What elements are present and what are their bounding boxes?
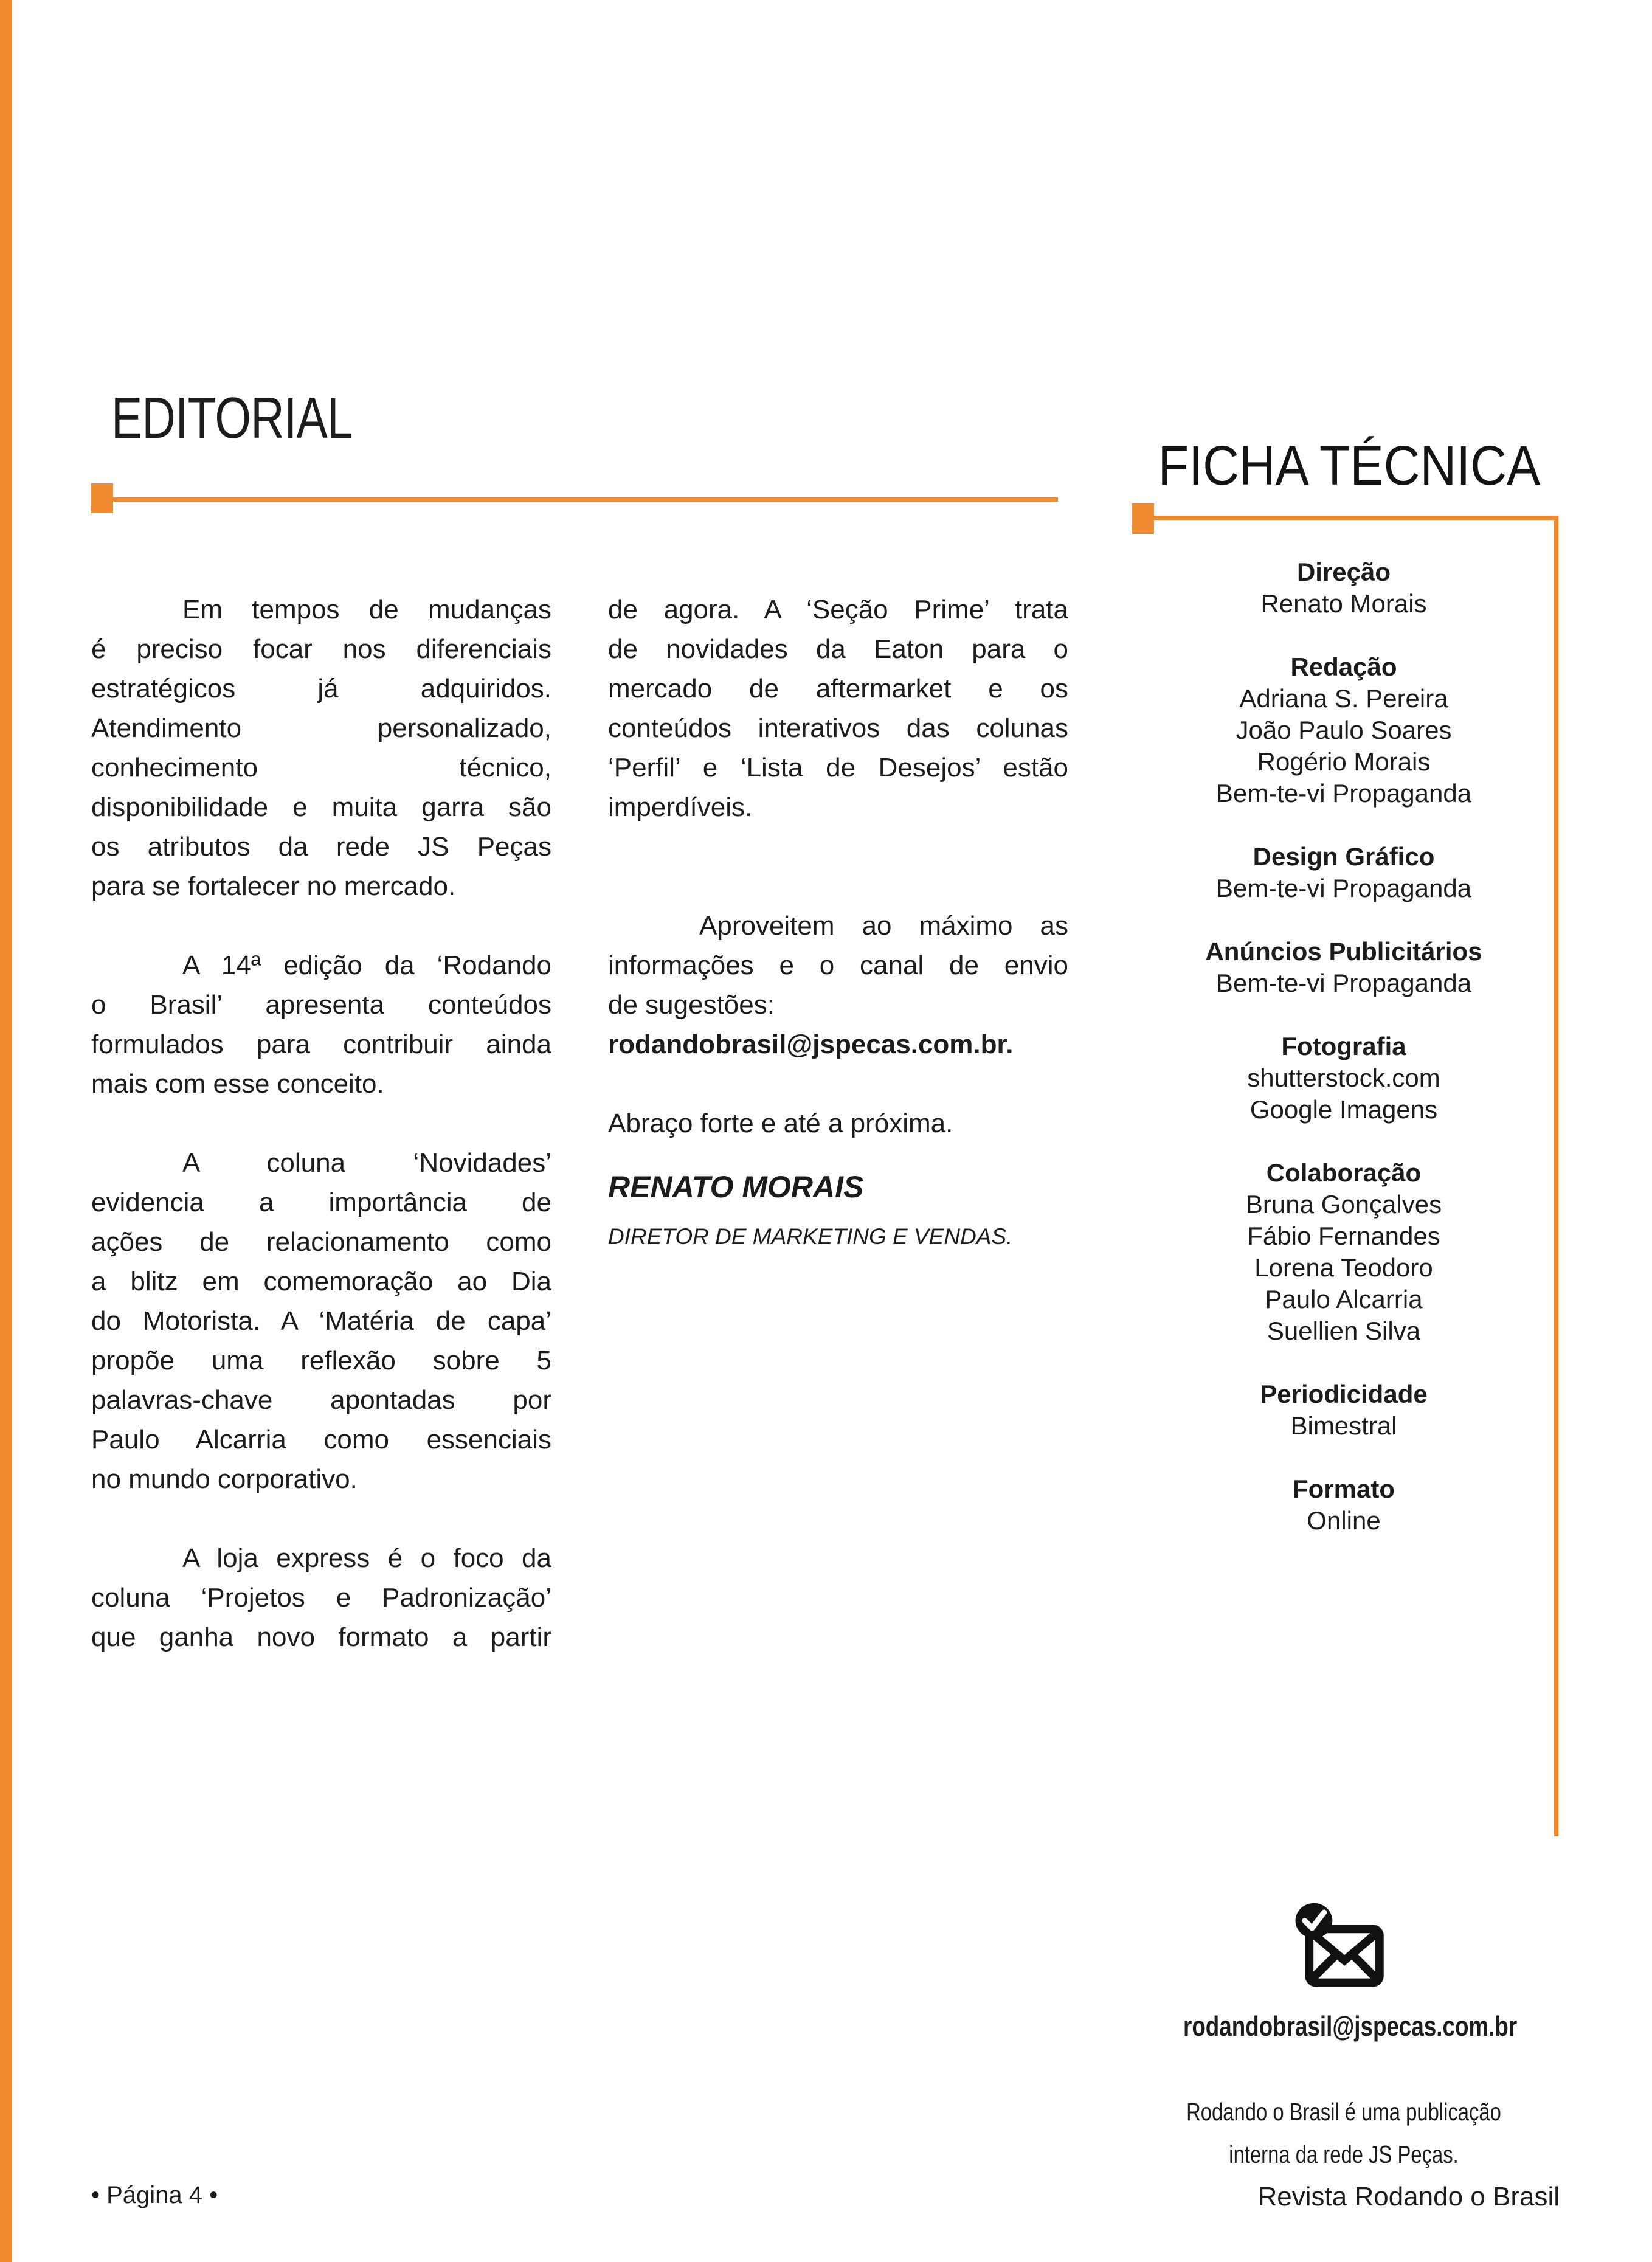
text-line: mercado de aftermarket e os [608, 674, 1068, 704]
ficha-section [1143, 651, 1544, 809]
contact-note-line: interna da rede JS Peças. [1229, 2140, 1459, 2168]
ficha-section-value: Rogério Morais [1257, 747, 1431, 776]
text-line: A 14ª edição da ‘Rodando [182, 950, 551, 980]
text-line: de novidades da Eaton para o [608, 634, 1068, 664]
ficha-section-value: Renato Morais [1260, 589, 1427, 618]
ficha-section [1143, 936, 1544, 999]
text-line: informações e o canal de envio [608, 950, 1068, 980]
ficha-section-heading: Anúncios Publicitários [1205, 937, 1482, 966]
text-line: os atributos da rede JS Peças [91, 832, 551, 862]
text-line: conteúdos interativos das colunas [608, 713, 1068, 743]
text-line: para se fortalecer no mercado. [91, 871, 456, 901]
paragraph [91, 590, 551, 906]
text-line: estratégicos já adquiridos. [91, 674, 551, 704]
text-line: palavras-chave apontadas por [91, 1385, 551, 1415]
ficha-section-heading: Direção [1296, 558, 1391, 586]
ficha-section-value: Fábio Fernandes [1247, 1222, 1440, 1250]
ficha-underline-square [1132, 503, 1154, 534]
contact-email[interactable]: rodandobrasil@jspecas.com.br [1183, 2010, 1518, 2042]
paragraph [91, 1143, 551, 1499]
ficha-section [1143, 1473, 1544, 1537]
envelope-check-icon [1293, 1902, 1385, 1992]
paragraph [608, 906, 1068, 1064]
ficha-section-value: João Paulo Soares [1236, 716, 1452, 744]
text-line: Paulo Alcarria como essenciais [91, 1425, 551, 1454]
ficha-tecnica-title: FICHA TÉCNICA [1158, 435, 1541, 497]
paragraph [608, 1104, 1068, 1143]
text-line: o Brasil’ apresenta conteúdos [91, 990, 551, 1020]
ficha-section-heading: Design Gráfico [1253, 842, 1435, 871]
text-line: imperdíveis. [608, 792, 753, 822]
text-line: no mundo corporativo. [91, 1464, 358, 1494]
text-line: de agora. A ‘Seção Prime’ trata [608, 595, 1068, 624]
ficha-section-heading: Formato [1293, 1475, 1395, 1503]
ficha-section-value: Adriana S. Pereira [1239, 684, 1448, 713]
ficha-section-value: Online [1307, 1506, 1381, 1535]
ficha-section [1143, 556, 1544, 620]
text-line: é preciso focar nos diferenciais [91, 634, 551, 664]
ficha-section-value: Bem-te-vi Propaganda [1215, 874, 1472, 902]
text-line: Em tempos de mudanças [182, 595, 551, 624]
ficha-section-value: Bimestral [1290, 1411, 1397, 1440]
ficha-section-heading: Fotografia [1281, 1032, 1406, 1060]
editorial-column-2 [608, 590, 1068, 1183]
ficha-section [1143, 1157, 1544, 1347]
ficha-sections [1143, 556, 1544, 1568]
ficha-section-heading: Periodicidade [1260, 1380, 1428, 1408]
text-line: formulados para contribuir ainda [91, 1029, 551, 1059]
ficha-section-value: Bem-te-vi Propaganda [1215, 969, 1472, 997]
email-text[interactable]: rodandobrasil@jspecas.com.br. [608, 1029, 1014, 1059]
ficha-section-value: Bem-te-vi Propaganda [1215, 779, 1472, 808]
text-line: A coluna ‘Novidades’ [182, 1148, 551, 1178]
text-line: Atendimento personalizado, [91, 713, 551, 743]
ficha-vertical-rule [1554, 516, 1558, 1836]
text-line: coluna ‘Projetos e Padronização’ [91, 1583, 551, 1613]
signature-role: DIRETOR DE MARKETING E VENDAS. [608, 1224, 1013, 1249]
text-line: mais com esse conceito. [91, 1069, 384, 1099]
text-line: ações de relacionamento como [91, 1227, 551, 1257]
ficha-underline [1154, 516, 1558, 520]
paragraph [91, 946, 551, 1104]
ficha-section-value: Google Imagens [1249, 1095, 1438, 1124]
contact-note-line: Rodando o Brasil é uma publicação [1186, 2098, 1501, 2126]
text-line: que ganha novo formato a partir [91, 1622, 551, 1652]
ficha-section [1143, 841, 1544, 904]
editorial-title: EDITORIAL [111, 386, 353, 451]
editorial-underline-square [91, 483, 113, 513]
paragraph [608, 590, 1068, 827]
text-line: conhecimento técnico, [91, 753, 551, 783]
footer-magazine-name: Revista Rodando o Brasil [1257, 2182, 1560, 2212]
ficha-section-heading: Redação [1290, 652, 1397, 681]
ficha-section-value: shutterstock.com [1247, 1064, 1440, 1092]
ficha-section [1143, 1378, 1544, 1442]
footer-page-number: • Página 4 • [91, 2182, 218, 2208]
ficha-section-heading: Colaboração [1266, 1158, 1422, 1187]
ficha-section-value: Paulo Alcarria [1265, 1285, 1423, 1313]
text-line: evidencia a importância de [91, 1188, 551, 1217]
text-line: A loja express é o foco da [182, 1543, 551, 1573]
text-line: de sugestões: [608, 990, 775, 1020]
ficha-section-value: Suellien Silva [1267, 1316, 1421, 1345]
ficha-section-value: Lorena Teodoro [1254, 1253, 1433, 1282]
text-line: propõe uma reflexão sobre 5 [91, 1346, 551, 1375]
paragraph [91, 1538, 551, 1657]
text-line: do Motorista. A ‘Matéria de capa’ [91, 1306, 551, 1336]
contact-note [1159, 2091, 1529, 2176]
ficha-section [1143, 1031, 1544, 1126]
text-line: disponibilidade e muita garra são [91, 792, 551, 822]
signature-block [608, 1169, 1070, 1250]
text-line: Aproveitem ao máximo as [699, 911, 1068, 941]
signature-name: RENATO MORAIS [608, 1170, 864, 1204]
text-line: Abraço forte e até a próxima. [608, 1109, 953, 1138]
ficha-section-value: Bruna Gonçalves [1245, 1190, 1442, 1219]
editorial-column-1 [91, 590, 551, 1696]
text-line: a blitz em comemoração ao Dia [91, 1267, 551, 1296]
text-line: ‘Perfil’ e ‘Lista de Desejos’ estão [608, 753, 1068, 783]
left-accent-bar [0, 0, 12, 2262]
editorial-underline [113, 497, 1058, 502]
